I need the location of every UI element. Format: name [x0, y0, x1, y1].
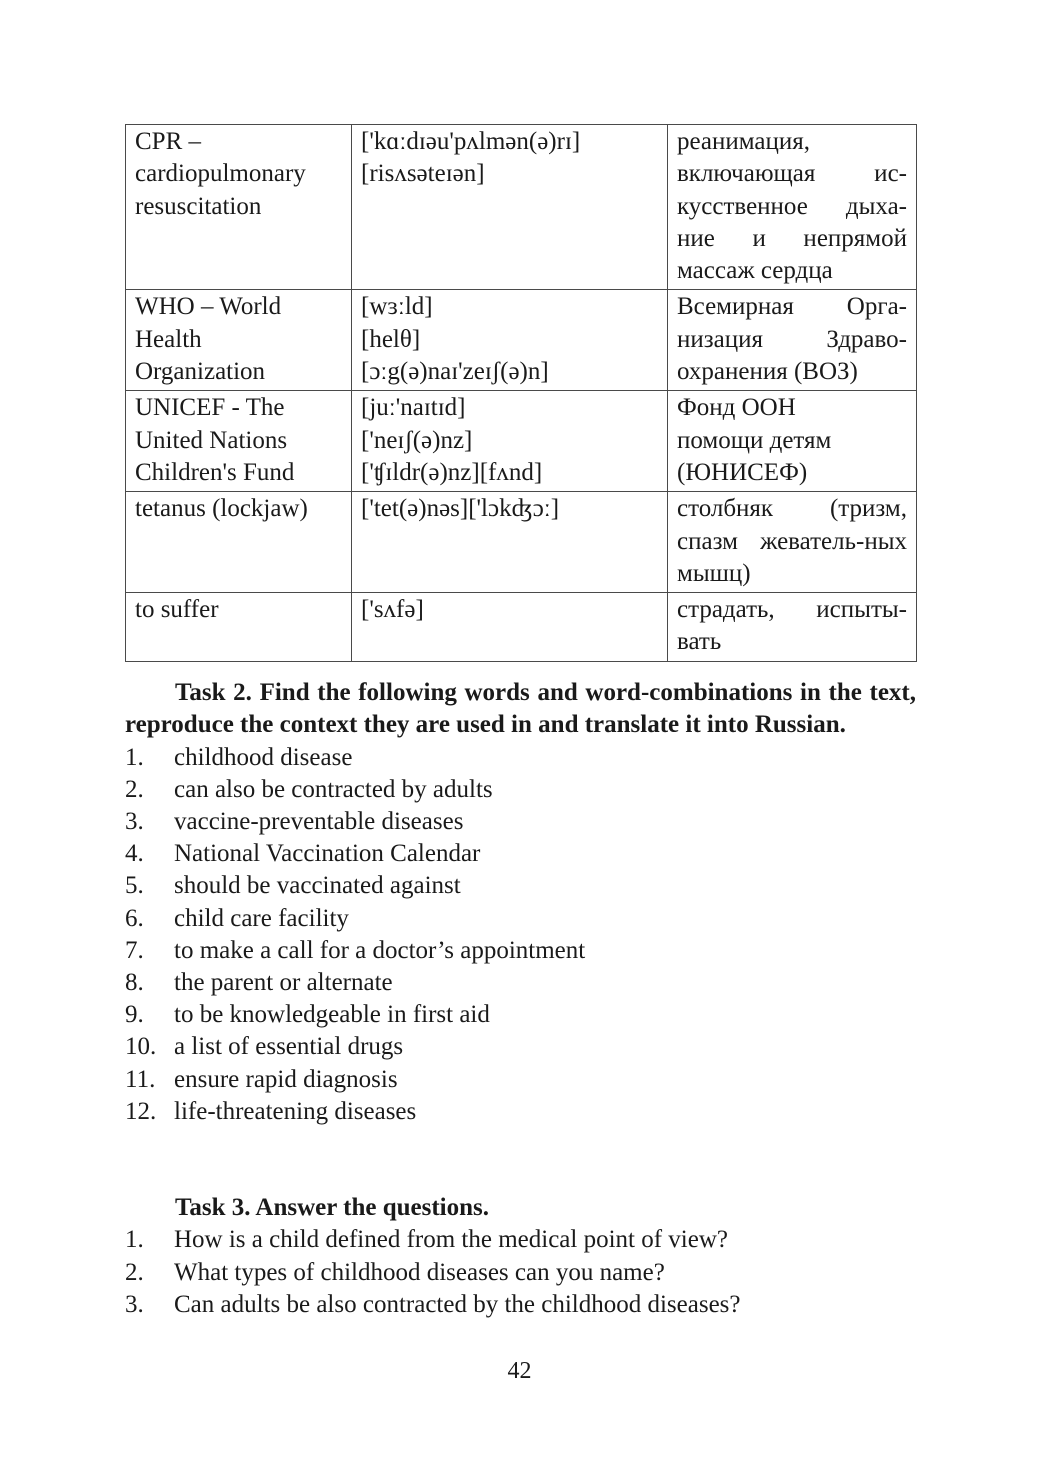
term-line: Health: [135, 325, 202, 353]
list-item: [125, 742, 916, 774]
list-item: [125, 1289, 916, 1321]
vocab-row: [126, 391, 917, 492]
translation-cell: [668, 391, 917, 492]
translation-line: (ЮНИСЕФ): [677, 458, 808, 486]
list-item-text: a list of essential drugs: [174, 1033, 404, 1061]
vocabulary-table-body: [126, 125, 917, 662]
list-item-number: 1.: [125, 1226, 144, 1254]
list-item-number: 2.: [125, 1258, 144, 1286]
term-cell: [126, 492, 352, 593]
translation-cell: [668, 593, 917, 662]
list-item-text: Can adults be also contracted by the childhood diseases?: [174, 1290, 741, 1318]
task-3-heading: Task 3. Answer the questions.: [175, 1194, 489, 1221]
list-item: [125, 935, 916, 967]
list-item-text: the parent or alternate: [174, 969, 393, 997]
task-2-list: [125, 742, 916, 1128]
list-item-number: 6.: [125, 904, 144, 932]
list-item-number: 9.: [125, 1001, 144, 1029]
transcription-line: [wɜːld]: [361, 293, 433, 321]
term-line: CPR –: [135, 128, 202, 155]
list-item-text: can also be contracted by adults: [174, 775, 493, 803]
list-item: [125, 903, 916, 935]
list-item: [125, 1096, 916, 1128]
transcription-line: ['ʧɪldr(ə)nz][fʌnd]: [361, 458, 543, 486]
translation-line: столбняк (тризм, спазм жеватель-ных мышц): [677, 495, 907, 587]
task-3: [125, 1192, 916, 1321]
term-line: UNICEF - The: [135, 394, 285, 422]
list-item-number: 5.: [125, 872, 144, 900]
translation-line: Всемирная Орга-низация Здраво-охранения (ВОЗ): [677, 293, 907, 386]
transcription-cell: [352, 492, 668, 593]
list-item-number: 7.: [125, 936, 144, 964]
list-item-text: National Vaccination Calendar: [174, 840, 481, 868]
list-item-number: 2.: [125, 775, 144, 803]
transcription-line: ['kɑːdɪəu'pʌlmən(ə)rɪ]: [361, 128, 581, 155]
list-item-number: 10.: [125, 1033, 157, 1061]
list-item: [125, 1031, 916, 1063]
transcription-line: [helθ]: [361, 325, 421, 353]
vocab-row: [126, 290, 917, 391]
list-item: [125, 870, 916, 902]
term-cell: [126, 593, 352, 662]
list-item-text: to be knowledgeable in first aid: [174, 1001, 490, 1029]
list-item: [125, 1257, 916, 1289]
list-item: [125, 838, 916, 870]
translation-line: Фонд ООН: [677, 394, 796, 422]
task-3-list: [125, 1224, 916, 1321]
term-line: resuscitation: [135, 192, 262, 220]
list-item-text: life-threatening diseases: [174, 1097, 417, 1125]
transcription-line: [ɔːg(ə)naɪ'zeɪʃ(ə)n]: [361, 358, 549, 386]
list-item: [125, 1064, 916, 1096]
list-item-number: 11.: [125, 1065, 156, 1093]
term-line: Children's Fund: [135, 458, 295, 486]
term-cell: [126, 125, 352, 290]
list-item: [125, 967, 916, 999]
list-item-number: 12.: [125, 1097, 157, 1125]
list-item-text: vaccine-preventable diseases: [174, 808, 464, 835]
translation-line: помощи детям: [677, 426, 832, 454]
term-line: to suffer: [135, 596, 219, 624]
transcription-line: [risʌsəteɪən]: [361, 160, 485, 188]
list-item-number: 4.: [125, 840, 144, 868]
transcription-line: ['neɪʃ(ə)nz]: [361, 426, 473, 454]
transcription-line: [juː'naɪtɪd]: [361, 394, 466, 422]
list-item-number: 3.: [125, 1290, 144, 1318]
transcription-cell: [352, 593, 668, 662]
vocabulary-table: [125, 124, 917, 662]
transcription-line: ['tet(ə)nəs]['lɔkʤɔː]: [361, 495, 560, 523]
list-item-text: ensure rapid diagnosis: [174, 1065, 398, 1093]
list-item-text: What types of childhood diseases can you name?: [174, 1258, 665, 1286]
vocab-row: [126, 593, 917, 662]
transcription-cell: [352, 391, 668, 492]
translation-line: страдать, испыты-вать: [677, 596, 907, 656]
term-line: Organization: [135, 358, 266, 386]
translation-cell: [668, 492, 917, 593]
translation-cell: [668, 290, 917, 391]
translation-line: реанимация, включающая ис-кусственное дыха-ние и непрямой массаж сердца: [677, 128, 907, 285]
list-item: [125, 999, 916, 1031]
list-item-text: How is a child defined from the medical point of view?: [174, 1226, 729, 1254]
transcription-line: ['sʌfə]: [361, 596, 424, 624]
list-item-number: 8.: [125, 969, 144, 997]
term-cell: [126, 290, 352, 391]
list-item-text: childhood disease: [174, 743, 353, 771]
term-line: WHO – World: [135, 293, 282, 321]
translation-cell: [668, 125, 917, 290]
transcription-cell: [352, 290, 668, 391]
term-line: United Nations: [135, 426, 288, 454]
list-item-number: 3.: [125, 808, 144, 835]
task-2-heading: Task 2. Find the following words and word-combinations in the text, reproduce the context they are used in and translate it into Russian.: [125, 679, 916, 739]
term-line: cardiopulmonary: [135, 160, 306, 188]
list-item: [125, 774, 916, 806]
list-item: [125, 1224, 916, 1256]
list-item-number: 1.: [125, 743, 144, 771]
transcription-cell: [352, 125, 668, 290]
list-item-text: should be vaccinated against: [174, 872, 461, 900]
term-cell: [126, 391, 352, 492]
task-2: [125, 677, 916, 1128]
list-item: [125, 806, 916, 838]
list-item-text: to make a call for a doctor’s appointment: [174, 936, 586, 964]
vocab-row: [126, 125, 917, 290]
term-line: tetanus (lockjaw): [135, 495, 308, 523]
list-item-text: child care facility: [174, 904, 349, 932]
page-number: 42: [507, 1358, 532, 1384]
vocab-row: [126, 492, 917, 593]
